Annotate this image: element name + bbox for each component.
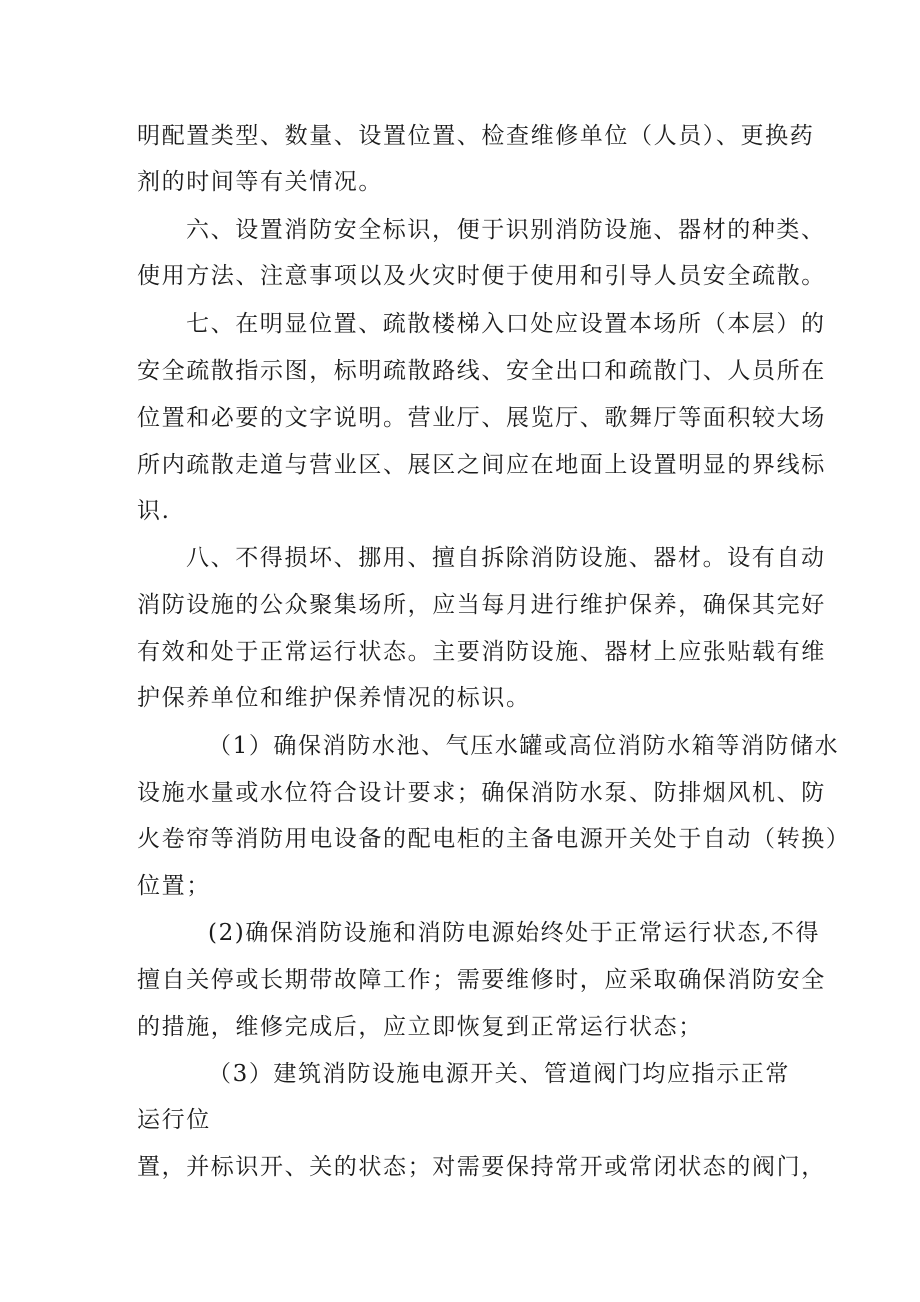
item-3-start: （3）建筑消防设施电源开关、管道阀门均应指示正常 xyxy=(208,1061,791,1087)
text-line: 的措施，维修完成后，应立即恢复到正常运行状态； xyxy=(137,1014,703,1040)
paragraph-seven-start: 七、在明显位置、疏散楼梯入口处应设置本场所（本层）的 xyxy=(186,311,826,337)
text-line: 擅自关停或长期带故障工作；需要维修时，应采取确保消防安全 xyxy=(137,967,826,993)
paragraph-six-start: 六、设置消防安全标识，便于识别消防设施、器材的种类、 xyxy=(186,217,826,243)
text-line: 有效和处于正常运行状态。主要消防设施、器材上应张贴载有维 xyxy=(137,639,826,665)
text-line: 设施水量或水位符合设计要求；确保消防水泵、防排烟风机、防 xyxy=(137,780,826,806)
text-line: 置，并标识开、关的状态；对需要保持常开或常闭状态的阀门， xyxy=(137,1154,826,1180)
item-1-start: （1）确保消防水池、气压水罐或高位消防水箱等消防储水 xyxy=(208,733,840,759)
text-line: 护保养单位和维护保养情况的标识。 xyxy=(137,685,531,711)
paragraph-eight-start: 八、不得损坏、挪用、擅自拆除消防设施、器材。设有自动 xyxy=(186,545,826,571)
text-line: 位置和必要的文字说明。营业厅、展览厅、歌舞厅等面积较大场 xyxy=(137,405,826,431)
text-line: 位置； xyxy=(137,873,211,899)
text-line: 识. xyxy=(137,498,171,524)
text-line: 使用方法、注意事项以及火灾时便于使用和引导人员安全疏散。 xyxy=(137,263,826,289)
text-line: 剂的时间等有关情况。 xyxy=(137,169,383,195)
text-line: 所内疏散走道与营业区、展区之间应在地面上设置明显的界线标 xyxy=(137,452,826,478)
text-line: 安全疏散指示图，标明疏散路线、安全出口和疏散门、人员所在 xyxy=(137,358,826,384)
text-line: 运行位 xyxy=(137,1107,211,1133)
text-line: 火卷帘等消防用电设备的配电柜的主备电源开关处于自动（转换） xyxy=(137,826,851,852)
text-line: 消防设施的公众聚集场所，应当每月进行维护保养，确保其完好 xyxy=(137,592,826,618)
item-2-start: (2)确保消防设施和消防电源始终处于正常运行状态,不得 xyxy=(208,920,821,946)
text-line: 明配置类型、数量、设置位置、检查维修单位（人员）、更换药 xyxy=(137,123,815,149)
